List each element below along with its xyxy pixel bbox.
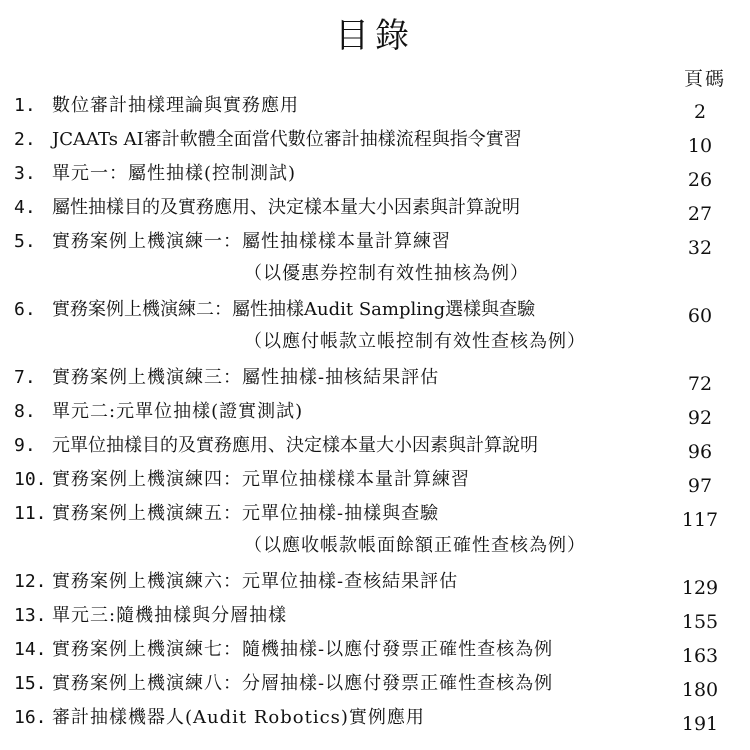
entry-number: 6. [14,299,36,320]
entry-number: 9. [14,435,36,456]
entry-title: 實務案例上機演練七：隨機抽樣-以應付發票正確性查核為例 [52,639,554,660]
toc-entry-4[interactable] [0,196,750,226]
entry-title: JCAATs AI審計軟體全面當代數位審計抽樣流程與指令實習 [52,129,522,150]
entry-page-number: 27 [687,203,713,225]
entry-number: 3. [14,163,36,184]
toc-entry-11[interactable] [0,502,750,556]
entry-number: 1. [14,95,36,116]
entry-number: 10. [14,469,47,490]
entry-page-number: 92 [687,407,713,429]
entry-title: 實務案例上機演練五：元單位抽樣-抽樣與查驗 [52,503,440,524]
entry-number: 4. [14,197,36,218]
toc-entry-7[interactable] [0,366,750,396]
entry-page-number: 163 [681,645,719,667]
entry-number: 12. [14,571,47,592]
entry-number: 7. [14,367,36,388]
entry-page-number: 155 [681,611,719,633]
toc-entry-5[interactable] [0,230,750,284]
entry-page-number: 97 [687,475,713,497]
entry-title: 實務案例上機演練八：分層抽樣-以應付發票正確性查核為例 [52,673,554,694]
toc-title: 目錄 [335,16,415,56]
entry-page-number: 32 [687,237,713,259]
entry-number: 16. [14,707,47,728]
entry-title: 單元三:隨機抽樣與分層抽樣 [52,605,288,626]
entry-title: 審計抽樣機器人(Audit Robotics)實例應用 [52,707,425,728]
entry-title: 單元一：屬性抽樣(控制測試) [52,163,297,184]
entry-title: 屬性抽樣目的及實務應用、決定樣本量大小因素與計算說明 [52,197,520,218]
toc-entry-14[interactable] [0,638,750,668]
entry-subtitle: （以優惠券控制有效性抽核為例） [244,263,529,284]
toc-entry-10[interactable] [0,468,750,498]
entry-page-number: 191 [681,713,719,735]
entry-title: 實務案例上機演練四：元單位抽樣樣本量計算練習 [52,469,470,490]
entry-number: 15. [14,673,47,694]
entry-page-number: 2 [693,101,707,123]
entry-title: 元單位抽樣目的及實務應用、決定樣本量大小因素與計算說明 [52,435,538,456]
entry-title: 數位審計抽樣理論與實務應用 [52,95,299,116]
entry-title: 實務案例上機演練二：屬性抽樣Audit Sampling選樣與查驗 [52,299,536,320]
page-number-header: 頁碼 [683,68,726,90]
toc-entry-8[interactable] [0,400,750,430]
entry-title: 實務案例上機演練三：屬性抽樣-抽核結果評估 [52,367,440,388]
entry-title: 實務案例上機演練一：屬性抽樣樣本量計算練習 [52,231,451,252]
entry-number: 8. [14,401,36,422]
entry-subtitle: （以應收帳款帳面餘額正確性查核為例） [244,535,586,556]
entry-page-number: 10 [687,135,713,157]
entry-page-number: 60 [687,305,713,327]
entry-page-number: 129 [681,577,719,599]
toc-entry-6[interactable] [0,298,750,352]
entry-page-number: 26 [687,169,713,191]
entry-title: 單元二:元單位抽樣(證實測試) [52,401,304,422]
entry-subtitle: （以應付帳款立帳控制有效性查核為例） [244,331,586,352]
entry-page-number: 72 [687,373,713,395]
toc-entry-3[interactable] [0,162,750,192]
entry-title: 實務案例上機演練六：元單位抽樣-查核結果評估 [52,571,459,592]
entry-number: 13. [14,605,47,626]
entry-number: 11. [14,503,47,524]
toc-entry-1[interactable] [0,94,750,124]
toc-entry-9[interactable] [0,434,750,464]
entry-number: 5. [14,231,36,252]
toc-entry-12[interactable] [0,570,750,600]
entry-page-number: 117 [681,509,719,531]
toc-entry-15[interactable] [0,672,750,702]
entry-page-number: 96 [687,441,713,463]
entry-number: 2. [14,129,36,150]
toc-entry-2[interactable] [0,128,750,158]
toc-entry-13[interactable] [0,604,750,634]
entry-number: 14. [14,639,47,660]
toc-entry-16[interactable] [0,706,750,736]
entry-page-number: 180 [681,679,719,701]
